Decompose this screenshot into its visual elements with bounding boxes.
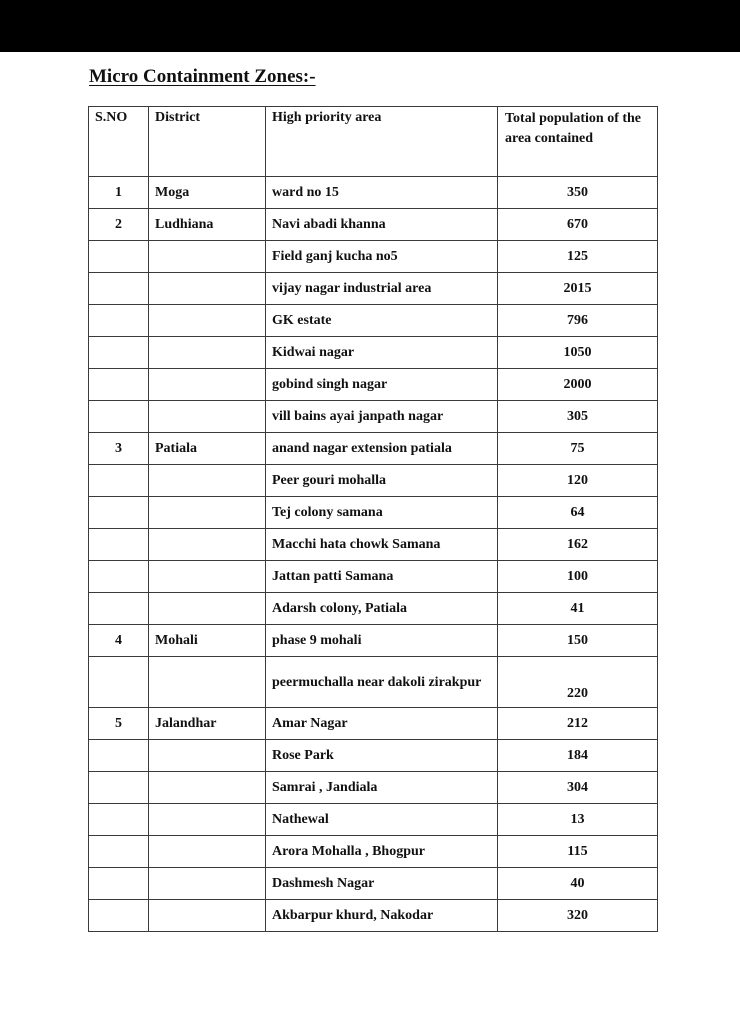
cell-area: Kidwai nagar [266,337,498,369]
table-row [89,900,658,932]
cell-area: peermuchalla near dakoli zirakpur [266,657,498,708]
cell-district [149,273,266,305]
cell-area: gobind singh nagar [266,369,498,401]
cell-district: Ludhiana [149,209,266,241]
cell-population: 1050 [498,337,658,369]
cell-district [149,593,266,625]
table-row [89,305,658,337]
cell-area: Adarsh colony, Patiala [266,593,498,625]
cell-area: Tej colony samana [266,497,498,529]
cell-area: GK estate [266,305,498,337]
table-row [89,177,658,209]
table-header [89,107,658,177]
header-district: District [149,107,266,177]
header-row [89,107,658,177]
cell-population: 75 [498,433,658,465]
table-row [89,708,658,740]
cell-population: 40 [498,868,658,900]
page-title: Micro Containment Zones:- [89,66,316,87]
cell-area: Samrai , Jandiala [266,772,498,804]
cell-sno [89,369,149,401]
cell-population: 120 [498,465,658,497]
cell-sno: 4 [89,625,149,657]
cell-district [149,900,266,932]
cell-population: 162 [498,529,658,561]
cell-district [149,401,266,433]
table-row [89,497,658,529]
cell-sno [89,740,149,772]
cell-district [149,868,266,900]
cell-sno [89,657,149,708]
cell-district: Moga [149,177,266,209]
cell-district [149,657,266,708]
cell-district: Jalandhar [149,708,266,740]
cell-sno: 3 [89,433,149,465]
cell-area: Nathewal [266,804,498,836]
cell-sno [89,401,149,433]
cell-area: Field ganj kucha no5 [266,241,498,273]
table-row [89,772,658,804]
table-row [89,465,658,497]
cell-district [149,465,266,497]
table-row [89,804,658,836]
cell-district [149,305,266,337]
cell-sno [89,241,149,273]
cell-sno [89,273,149,305]
cell-area: vijay nagar industrial area [266,273,498,305]
cell-sno [89,465,149,497]
cell-population: 115 [498,836,658,868]
table-row [89,657,658,708]
cell-population: 2000 [498,369,658,401]
cell-population: 320 [498,900,658,932]
cell-district [149,241,266,273]
cell-district [149,836,266,868]
table-row [89,625,658,657]
table-row [89,433,658,465]
table-row [89,593,658,625]
cell-district [149,337,266,369]
cell-area: vill bains ayai janpath nagar [266,401,498,433]
table-row [89,209,658,241]
cell-district [149,772,266,804]
table-row [89,868,658,900]
table-row [89,561,658,593]
cell-population: 305 [498,401,658,433]
cell-sno [89,868,149,900]
table-body [89,177,658,932]
containment-zones-table [88,106,658,932]
table-row [89,337,658,369]
cell-district [149,561,266,593]
cell-district [149,369,266,401]
cell-area: Macchi hata chowk Samana [266,529,498,561]
cell-area: Akbarpur khurd, Nakodar [266,900,498,932]
cell-district: Patiala [149,433,266,465]
cell-sno: 1 [89,177,149,209]
cell-district [149,529,266,561]
cell-sno [89,497,149,529]
cell-district [149,804,266,836]
cell-sno [89,772,149,804]
table-row [89,836,658,868]
cell-area: Navi abadi khanna [266,209,498,241]
cell-district: Mohali [149,625,266,657]
cell-population: 13 [498,804,658,836]
cell-area: Rose Park [266,740,498,772]
header-sno: S.NO [89,107,149,177]
cell-population: 41 [498,593,658,625]
cell-population: 350 [498,177,658,209]
cell-sno [89,305,149,337]
cell-sno: 5 [89,708,149,740]
cell-area: Peer gouri mohalla [266,465,498,497]
cell-area: Jattan patti Samana [266,561,498,593]
cell-area: Arora Mohalla , Bhogpur [266,836,498,868]
cell-sno [89,529,149,561]
cell-population: 670 [498,209,658,241]
table-row [89,369,658,401]
table-row [89,401,658,433]
header-population: Total population of the area contained [498,107,658,177]
cell-population: 220 [498,657,658,708]
cell-population: 212 [498,708,658,740]
header-area: High priority area [266,107,498,177]
cell-population: 184 [498,740,658,772]
cell-population: 100 [498,561,658,593]
cell-area: anand nagar extension patiala [266,433,498,465]
cell-area: ward no 15 [266,177,498,209]
cell-district [149,497,266,529]
table-row [89,241,658,273]
table-row [89,273,658,305]
cell-population: 796 [498,305,658,337]
cell-area: phase 9 mohali [266,625,498,657]
cell-sno [89,337,149,369]
cell-area: Amar Nagar [266,708,498,740]
cell-area: Dashmesh Nagar [266,868,498,900]
cell-population: 64 [498,497,658,529]
cell-population: 304 [498,772,658,804]
cell-sno [89,836,149,868]
cell-sno [89,593,149,625]
table-row [89,529,658,561]
cell-population: 125 [498,241,658,273]
table-row [89,740,658,772]
cell-population: 150 [498,625,658,657]
top-black-bar [0,0,740,52]
cell-sno [89,900,149,932]
cell-district [149,740,266,772]
cell-sno: 2 [89,209,149,241]
cell-sno [89,561,149,593]
cell-sno [89,804,149,836]
cell-population: 2015 [498,273,658,305]
